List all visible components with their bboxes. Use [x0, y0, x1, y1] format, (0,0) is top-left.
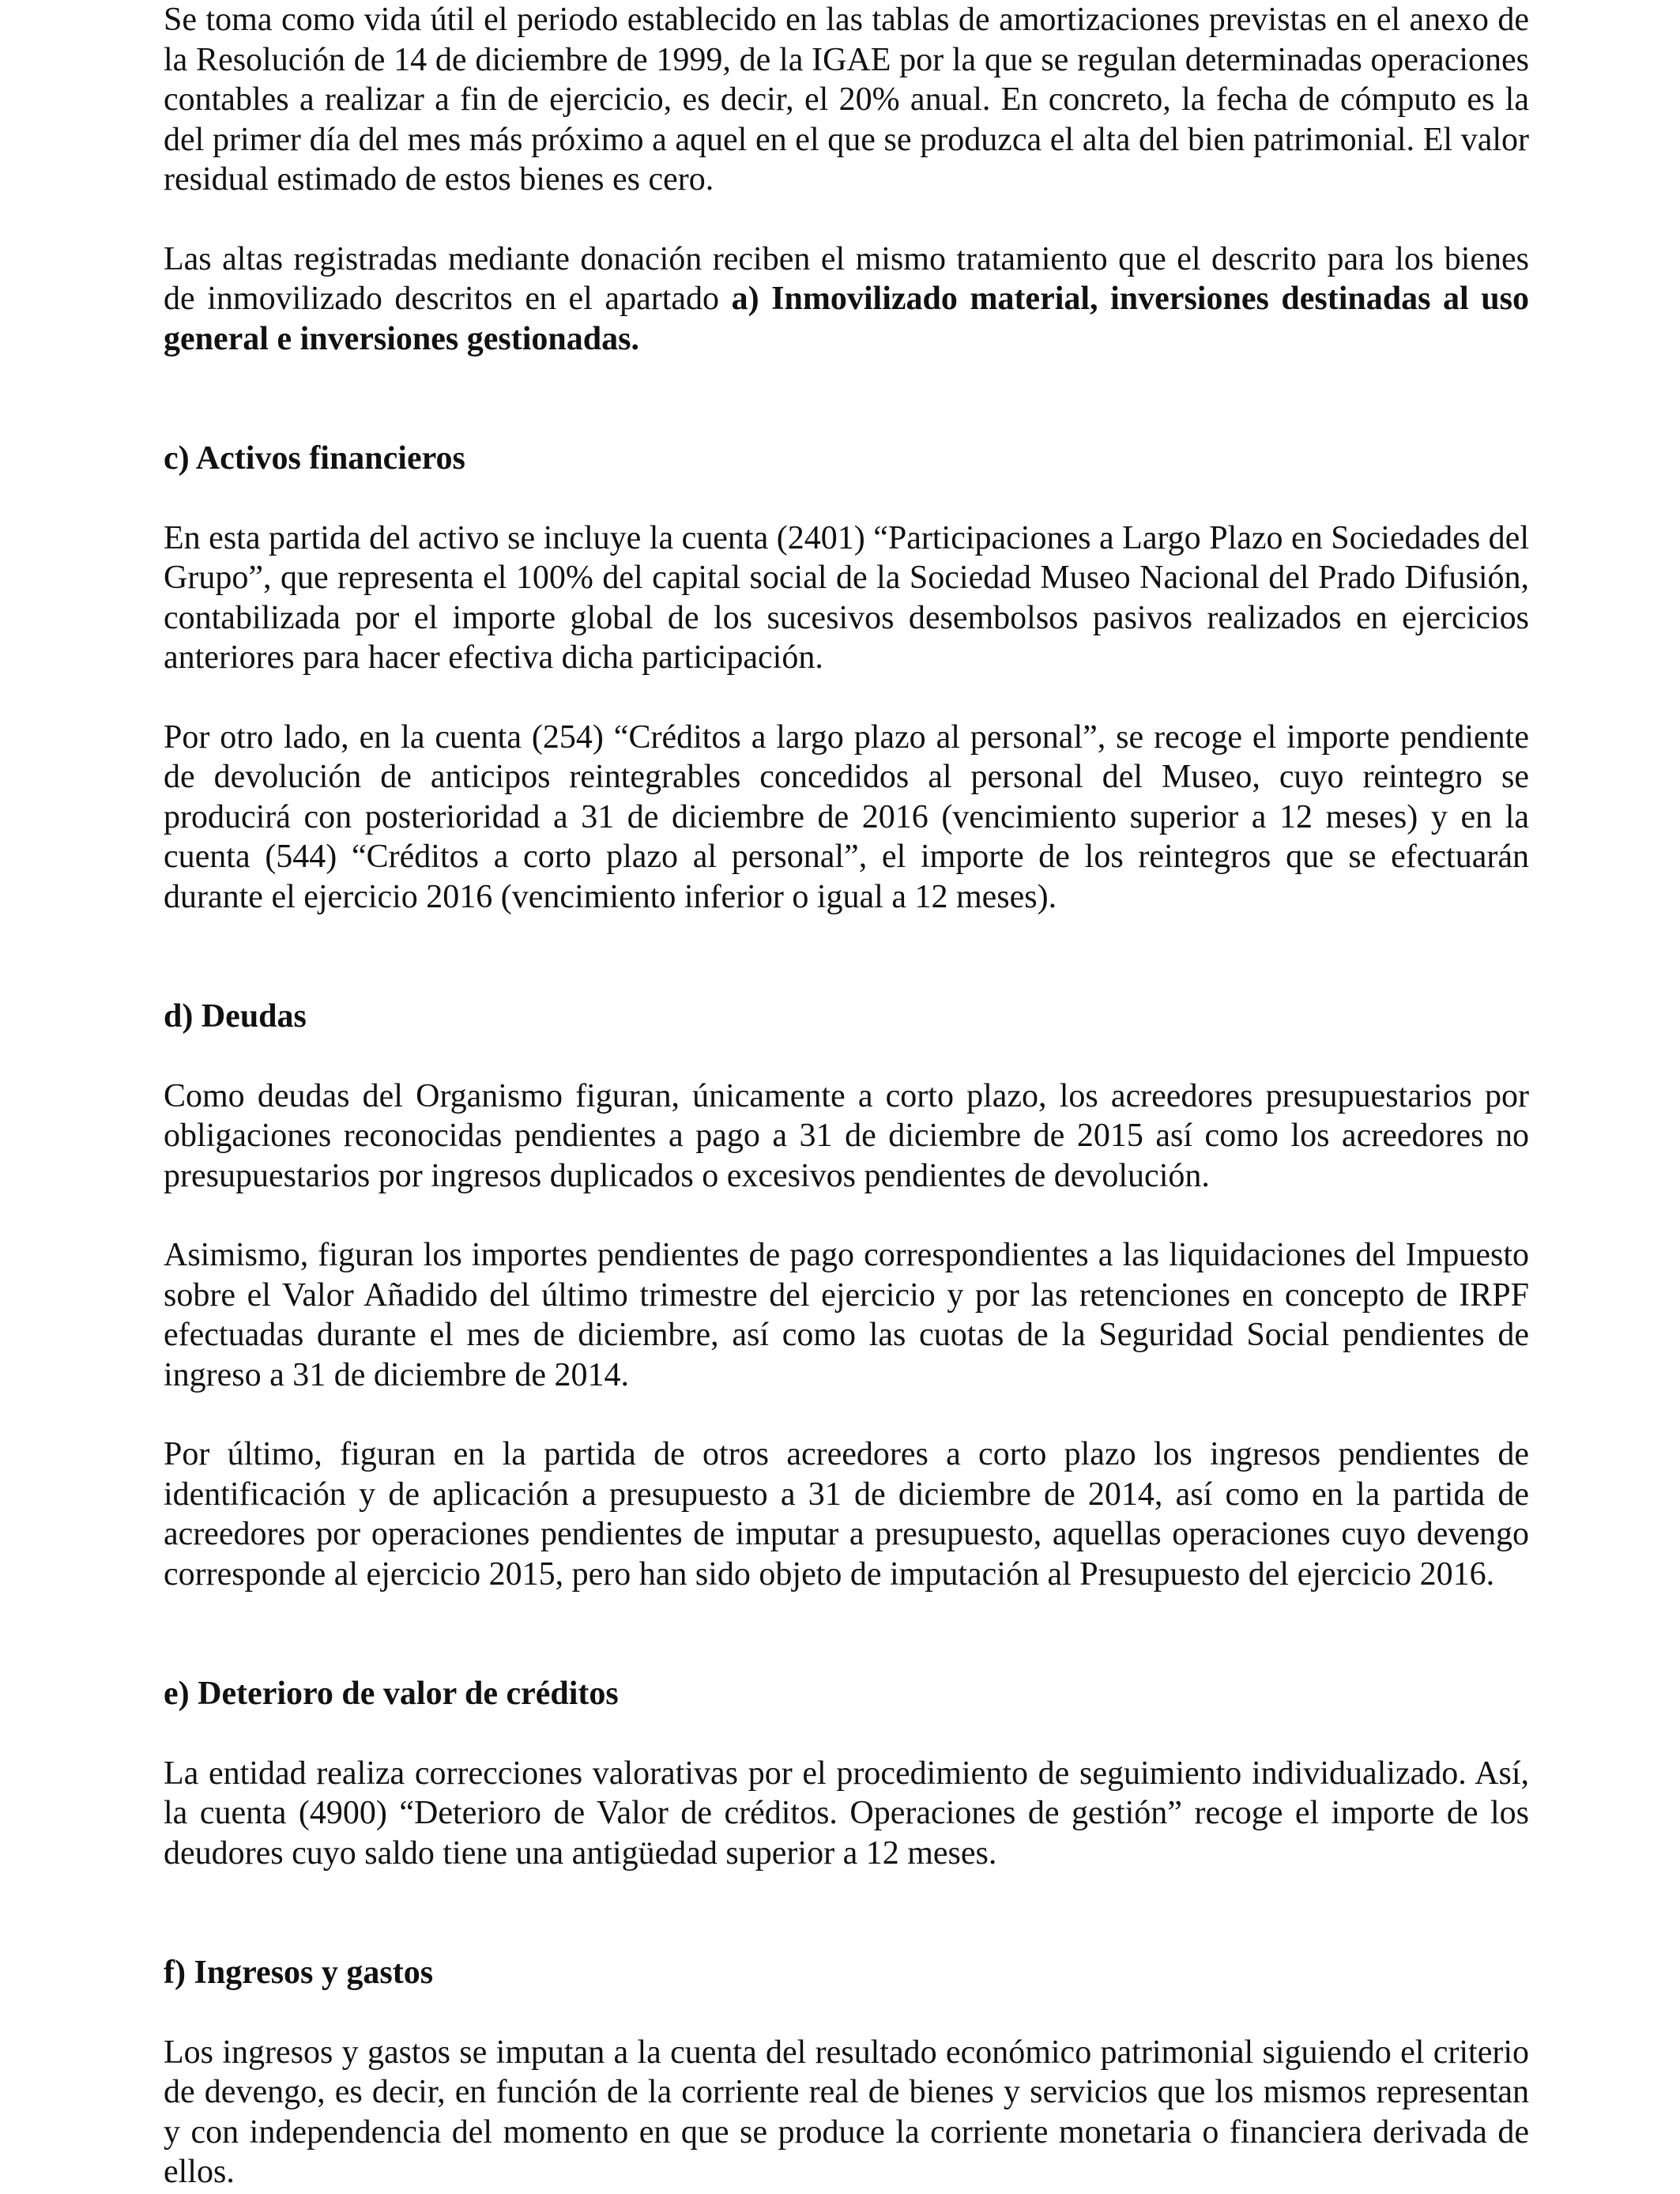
paragraph-creditos-personal: Por otro lado, en la cuenta (254) “Créditos a largo plazo al personal”, se recoge el importe pendiente de devolución de anticipos reintegrables concedidos al personal del Museo, cuyo reintegro se producirá con posterioridad a 31 de diciembre de 2016 (vencimiento superior a 12 meses) y en la cuenta (544) “Créditos a corto plazo al personal”, el importe de los reintegros que se efectuarán durante el ejercicio 2016 (vencimiento inferior o igual a 12 meses).	[164, 718, 1529, 915]
paragraph-altas-donacion	[164, 239, 1529, 360]
section-heading-deterioro: e) Deterioro de valor de créditos	[164, 1676, 619, 1712]
section-heading-activos-financieros: c) Activos financieros	[164, 440, 465, 477]
paragraph-correcciones-valorativas: La entidad realiza correcciones valorativas por el procedimiento de seguimiento individualizado. Así, la cuenta (4900) “Deterioro de Valor de créditos. Operaciones de gestión” recoge el importe de los deudores cuyo saldo tiene una antigüedad superior a 12 meses.	[164, 1755, 1529, 1872]
paragraph-vida-util: Se toma como vida útil el periodo establecido en las tablas de amortizaciones previstas en el anexo de la Resolución de 14 de diciembre de 1999, de la IGAE por la que se regulan determinadas operaciones contables a realizar a fin de ejercicio, es decir, el 20% anual. En concreto, la fecha de cómputo es la del primer día del mes más próximo a aquel en el que se produzca el alta del bien patrimonial. El valor residual estimado de estos bienes es cero.	[164, 2, 1529, 198]
paragraph-otros-acreedores: Por último, figuran en la partida de otros acreedores a corto plazo los ingresos pendientes de identificación y de aplicación a presupuesto a 31 de diciembre de 2014, así como en la partida de acreedores por operaciones pendientes de imputar a presupuesto, aquellas operaciones cuyo devengo corresponde al ejercicio 2015, pero han sido objeto de imputación al Presupuesto del ejercicio 2016.	[164, 1436, 1529, 1593]
paragraph-importes-pendientes: Asimismo, figuran los importes pendientes de pago correspondientes a las liquidaciones del Impuesto sobre el Valor Añadido del último trimestre del ejercicio y por las retenciones en concepto de IRPF efectuadas durante el mes de diciembre, así como las cuotas de la Seguridad Social pendientes de ingreso a 31 de diciembre de 2014.	[164, 1237, 1529, 1393]
section-heading-ingresos-gastos: f) Ingresos y gastos	[164, 1955, 434, 1991]
paragraph-participaciones: En esta partida del activo se incluye la cuenta (2401) “Participaciones a Largo Plazo en Sociedades del Grupo”, que representa el 100% del capital social de la Sociedad Museo Nacional del Prado Difusión, contabilizada por el importe global de los sucesivos desembolsos pasivos realizados en ejercicios anteriores para hacer efectiva dicha participación.	[164, 519, 1529, 676]
paragraph-altas-donacion-reference: a) Inmovilizado material, inversiones destinadas al uso general e inversiones gestionadas.	[164, 281, 1529, 357]
paragraph-deudas-organismo: Como deudas del Organismo figuran, únicamente a corto plazo, los acreedores presupuestarios por obligaciones reconocidas pendientes a pago a 31 de diciembre de 2015 así como los acreedores no presupuestarios por ingresos duplicados o excesivos pendientes de devolución.	[164, 1077, 1529, 1194]
paragraph-altas-donacion-text: Las altas registradas mediante donación reciben el mismo tratamiento que el descrito para los bienes de inmovilizado descritos en el apartado	[164, 240, 1529, 317]
section-heading-deudas: d) Deudas	[164, 998, 307, 1035]
document-page	[164, 0, 1529, 2192]
paragraph-criterio-devengo: Los ingresos y gastos se imputan a la cuenta del resultado económico patrimonial siguiendo el criterio de devengo, es decir, en función de la corriente real de bienes y servicios que los mismos representan y con independencia del momento en que se produce la corriente monetaria o financiera derivada de ellos.	[164, 2034, 1529, 2190]
